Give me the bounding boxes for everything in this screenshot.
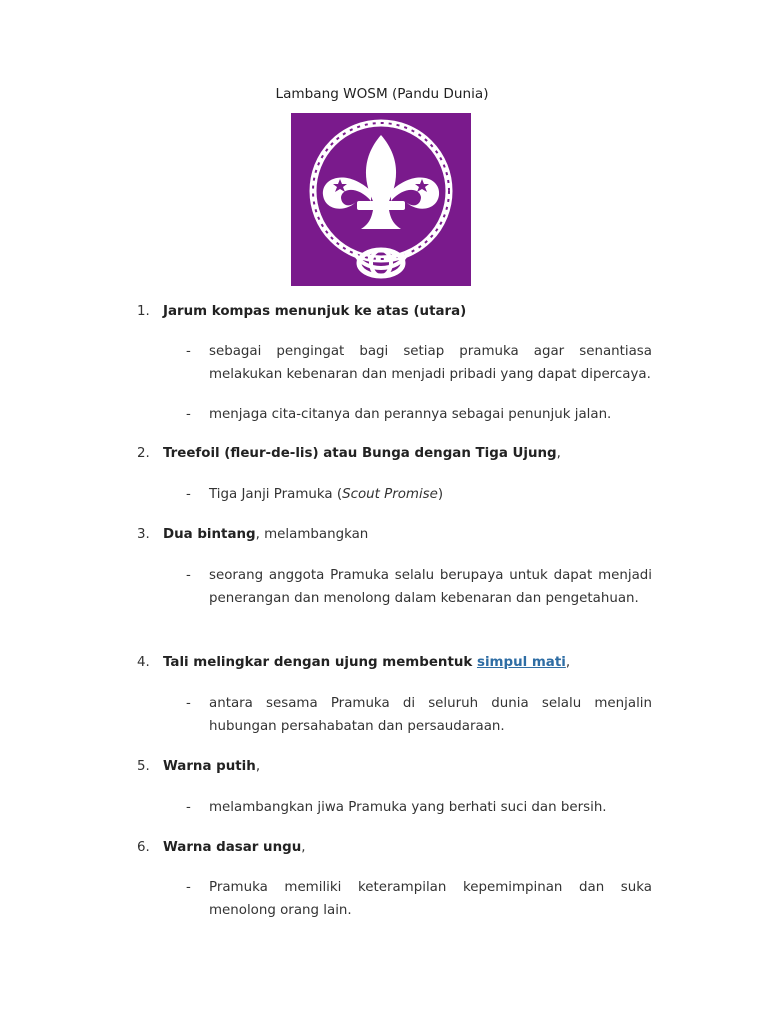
dash-bullet: - [186,407,191,422]
sub-item-text: sebagai pengingat bagi setiap pramuka agar senantiasa melakukan kebenaran dan menjadi pribadi yang dapat dipercaya. [209,344,652,383]
list-number: 6. [137,840,150,855]
sub-item-text: seorang anggota Pramuka selalu berupaya untuk dapat menjadi penerangan dan menolong dalam kebenaran dan pengetahuan. [209,568,652,607]
list-heading: Dua bintang, melambangkan [163,527,369,542]
list-heading: Treefoil (fleur-de-lis) atau Bunga dengan Tiga Ujung, [163,446,561,461]
list-heading: Tali melingkar dengan ujung membentuk simpul mati, [163,655,571,670]
sub-item-text: melambangkan jiwa Pramuka yang berhati suci dan bersih. [209,800,607,815]
list-number: 5. [137,759,150,774]
dash-bullet: - [186,880,191,895]
wosm-emblem-image [291,113,471,286]
dash-bullet: - [186,344,191,359]
list-heading: Warna putih, [163,759,261,774]
page-title: Lambang WOSM (Pandu Dunia) [275,86,489,102]
dash-bullet: - [186,800,191,815]
sub-item-text: menjaga cita-citanya dan perannya sebagai penunjuk jalan. [209,407,612,422]
dash-bullet: - [186,487,191,502]
list-number: 1. [137,304,150,319]
simpul-mati-link[interactable]: simpul mati [476,655,566,670]
list-number: 4. [137,655,150,670]
list-heading: Warna dasar ungu, [163,840,306,855]
sub-item-text: antara sesama Pramuka di seluruh dunia selalu menjalin hubungan persahabatan dan persaudaraan. [209,696,652,735]
dash-bullet: - [186,568,191,583]
dash-bullet: - [186,696,191,711]
list-number: 2. [137,446,150,461]
sub-item-text: Pramuka memiliki keterampilan kepemimpinan dan suka menolong orang lain. [209,880,652,919]
list-heading: Jarum kompas menunjuk ke atas (utara) [163,304,467,319]
list-number: 3. [137,527,150,542]
sub-item-text: Tiga Janji Pramuka (Scout Promise) [209,487,444,502]
sub-item [186,340,652,410]
